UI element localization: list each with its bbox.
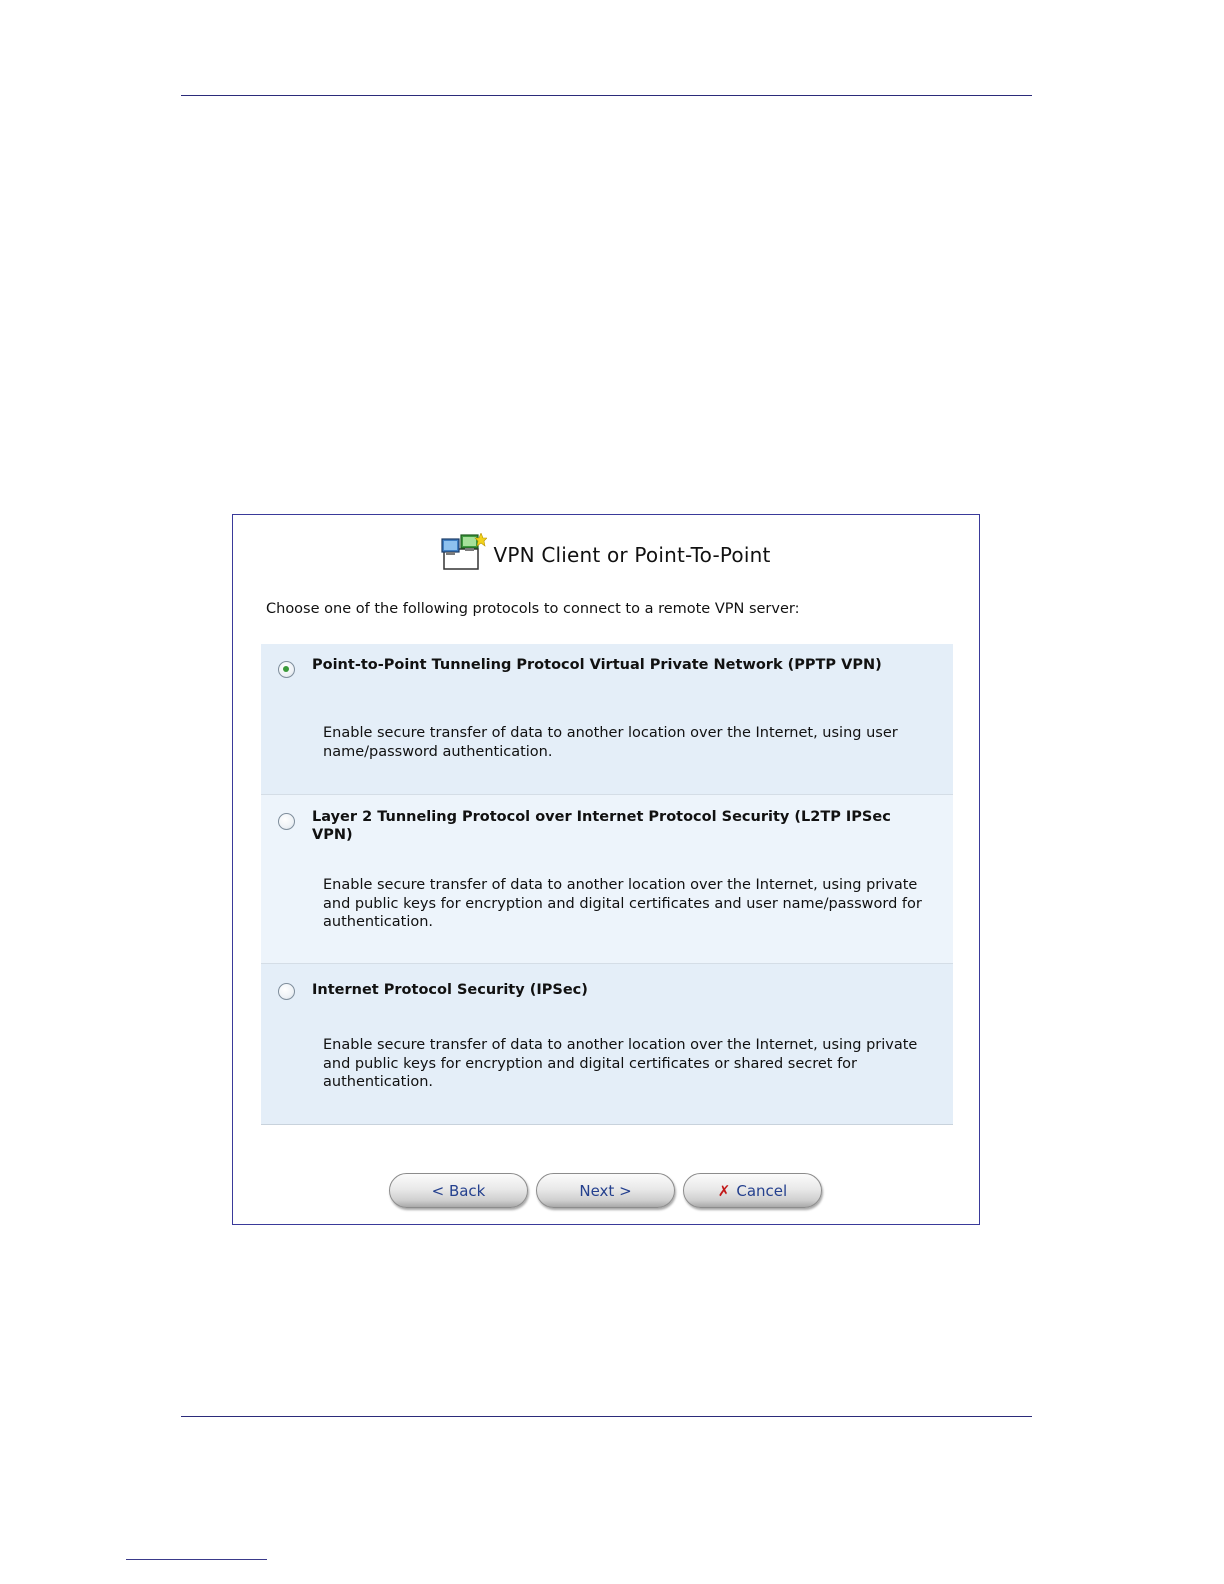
- x-icon: ✗: [717, 1181, 731, 1200]
- option-description: Enable secure transfer of data to another location over the Internet, using user name/password authentication.: [323, 725, 898, 760]
- footnote-rule: [126, 1559, 267, 1560]
- next-button-label: Next >: [579, 1181, 632, 1200]
- ipsec-radio[interactable]: [278, 983, 295, 1000]
- footer-rule: [181, 1416, 1032, 1417]
- protocol-options: [261, 644, 953, 1125]
- cancel-button-label: Cancel: [736, 1181, 788, 1200]
- option-label: Layer 2 Tunneling Protocol over Internet Protocol Security (L2TP IPSec VPN): [312, 809, 891, 843]
- vpn-wizard-dialog: [232, 514, 980, 1225]
- option-description: Enable secure transfer of data to another location over the Internet, using private and public keys for encryption and digital certificates and user name/password for authentication.: [323, 877, 922, 930]
- instruction-text: Choose one of the following protocols to connect to a remote VPN server:: [266, 601, 800, 617]
- option-label: Point-to-Point Tunneling Protocol Virtual Private Network (PPTP VPN): [312, 657, 882, 673]
- back-button[interactable]: [389, 1173, 528, 1208]
- vpn-network-icon: [441, 533, 487, 573]
- option-pptp[interactable]: [261, 644, 953, 794]
- option-label: Internet Protocol Security (IPSec): [312, 982, 588, 998]
- header-rule: [181, 95, 1032, 96]
- option-description: Enable secure transfer of data to another location over the Internet, using private and public keys for encryption and digital certificates or shared secret for authentication.: [323, 1037, 918, 1090]
- cancel-button[interactable]: [683, 1173, 822, 1208]
- dialog-header: [233, 535, 979, 575]
- wizard-buttons: [389, 1173, 822, 1208]
- pptp-radio[interactable]: [278, 661, 295, 678]
- dialog-title: VPN Client or Point-To-Point: [493, 543, 771, 567]
- next-button[interactable]: [536, 1173, 675, 1208]
- option-l2tp-ipsec[interactable]: [261, 794, 953, 963]
- option-ipsec[interactable]: [261, 963, 953, 1124]
- back-button-label: < Back: [431, 1181, 486, 1200]
- l2tp-radio[interactable]: [278, 813, 295, 830]
